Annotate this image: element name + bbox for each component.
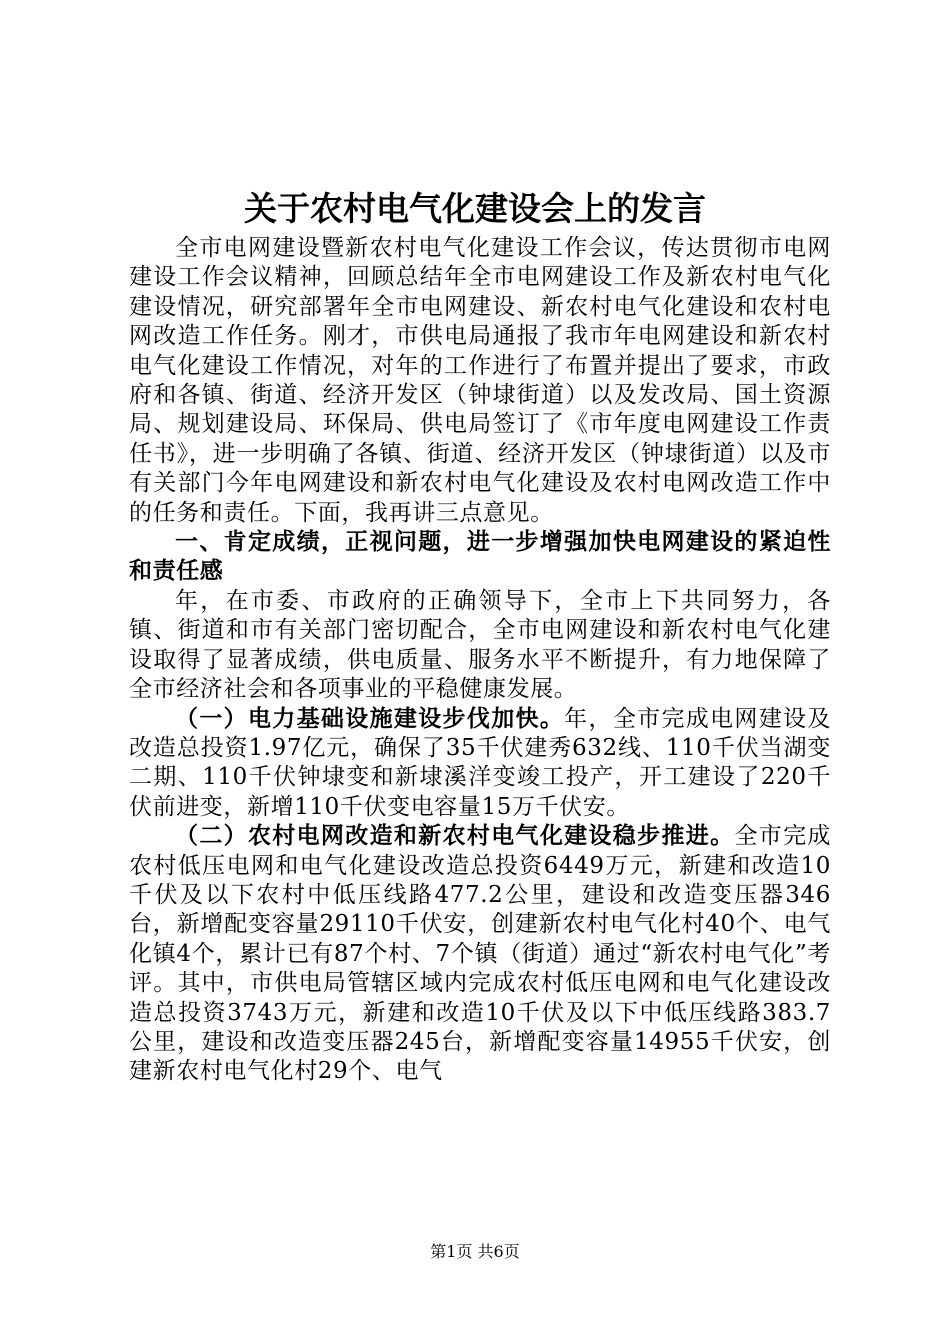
section-1-paragraph-text: 年，在市委、市政府的正确领导下，全市上下共同努力，各镇、街道和市有关部门密切配合，全市电网建设和新农村电气化建设取得了显著成绩，供电质量、服务水平不断提升，有力地保障了全市经济社会和各项事业的平稳健康发展。 <box>129 587 831 703</box>
subsection-2-text: 全市完成农村低压电网和电气化建设改造总投资6449万元，新建和改造10千伏及以下农村中低压线路477.2公里，建设和改造变压器346台，新增配变容量29110千伏安，创建新农村电气化村40个、电气化镇4个，累计已有87个村、7个镇（街道）通过“新农村电气化”考评。其中，市供电局管辖区域内完成农村低压电网和电气化建设改造总投资3743万元，新建和改造10千伏及以下中低压线路383.7公里，建设和改造变压器245台，新增配变容量14955千伏安，创建新农村电气化村29个、电气 <box>129 823 831 1085</box>
section-heading-1 <box>129 528 831 587</box>
intro-paragraph <box>129 234 831 528</box>
subsection-2-lead: （二）农村电网改造和新农村电气化建设稳步推进。 <box>175 823 735 850</box>
document-body <box>129 234 831 1087</box>
subsection-2-paragraph <box>129 822 831 1087</box>
section-heading-1-text: 一、肯定成绩，正视问题，进一步增强加快电网建设的紧迫性和责任感 <box>129 529 831 585</box>
intro-paragraph-text: 全市电网建设暨新农村电气化建设工作会议，传达贯彻市电网建设工作会议精神，回顾总结年全市电网建设工作及新农村电气化建设情况，研究部署年全市电网建设、新农村电气化建设和农村电网改造工作任务。刚才，市供电局通报了我市年电网建设和新农村电气化建设工作情况，对年的工作进行了布置并提出了要求，市政府和各镇、街道、经济开发区（钟埭街道）以及发改局、国土资源局、规划建设局、环保局、供电局签订了《市年度电网建设工作责任书》，进一步明确了各镇、街道、经济开发区（钟埭街道）以及市有关部门今年电网建设和新农村电气化建设及农村电网改造工作中的任务和责任。下面，我再讲三点意见。 <box>129 235 831 526</box>
document-title: 关于农村电气化建设会上的发言 <box>244 189 706 228</box>
subsection-1-paragraph <box>129 705 831 823</box>
section-1-paragraph <box>129 587 831 705</box>
subsection-1-lead: （一）电力基础设施建设步伐加快。 <box>175 705 565 732</box>
subsection-1-text: 年，全市完成电网建设及改造总投资1.97亿元，确保了35千伏建秀632线、110千伏当湖变二期、110千伏钟埭变和新埭溪洋变竣工投产，开工建设了220千伏前进变，新增110千伏变电容量15万千伏安。 <box>129 705 831 820</box>
page-number-footer: 第1页 共6页 <box>430 1242 520 1261</box>
